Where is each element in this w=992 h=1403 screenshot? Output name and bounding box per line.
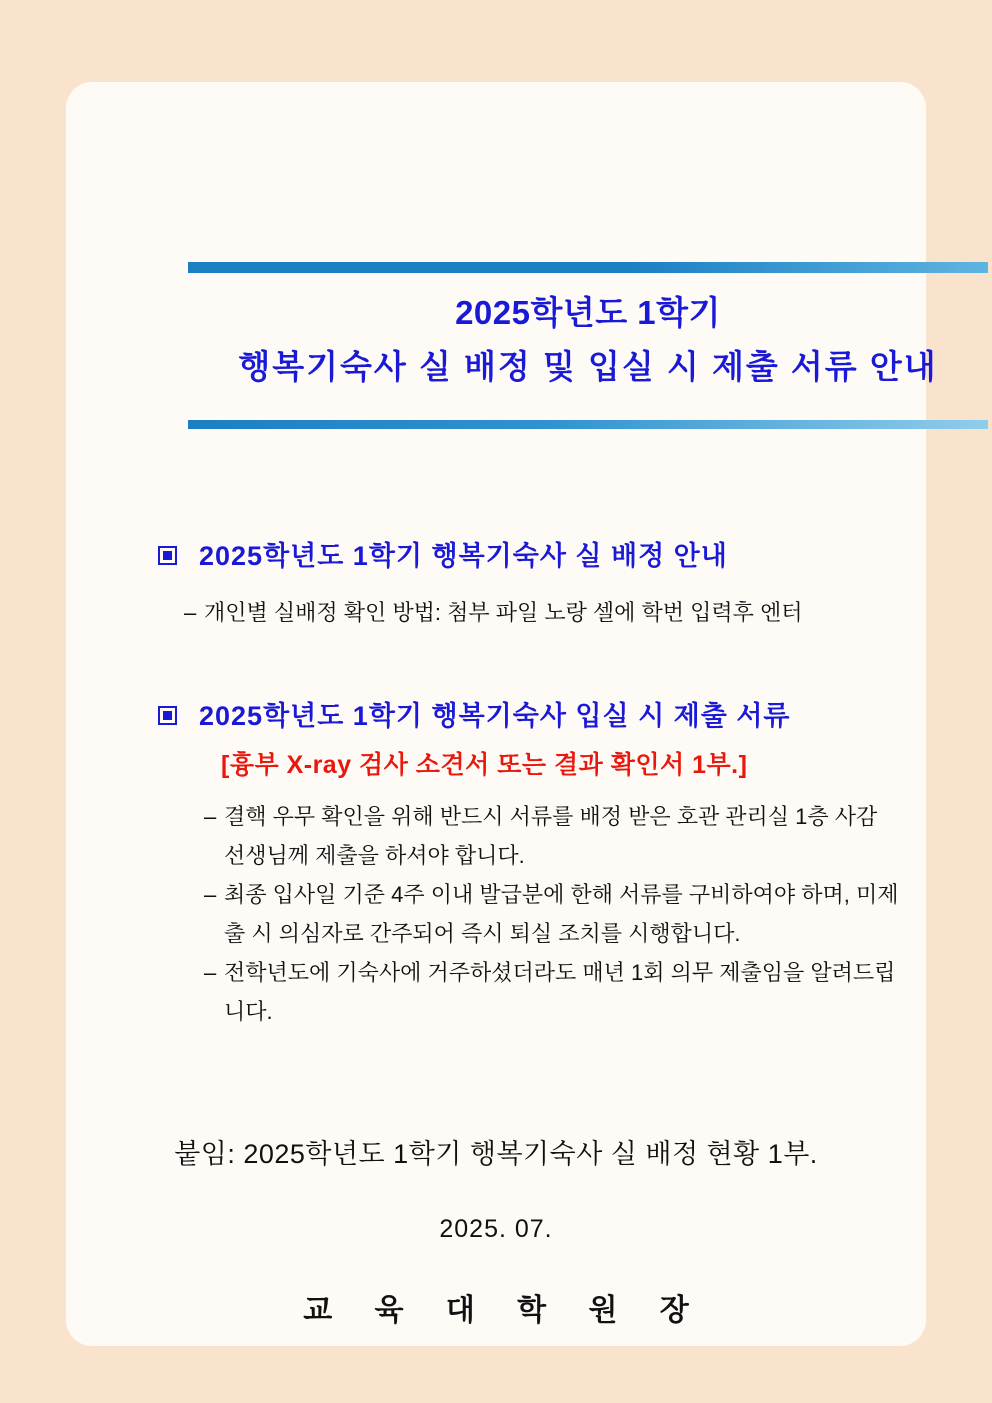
section-room-assignment [66,537,926,632]
page-title [188,290,988,394]
list-item-text: 개인별 실배정 확인 방법: 첨부 파일 노랑 셀에 학번 입력후 엔터 [204,600,803,625]
list-item [184,593,884,632]
title-line-1: 2025학년도 1학기 [455,294,721,331]
section-heading-text: 2025학년도 1학기 행복기숙사 실 배정 안내 [199,541,728,571]
section-subheading: [흉부 X-ray 검사 소견서 또는 결과 확인서 1부.] [221,751,748,779]
list-item [204,953,904,1031]
list-item-text: 전학년도에 기숙사에 거주하셨더라도 매년 1회 의무 제출임을 알려드립니다. [224,960,896,1024]
square-bullet-icon [158,706,177,725]
dash-icon: – [204,960,217,985]
attachment-note: 붙임: 2025학년도 1학기 행복기숙사 실 배정 현황 1부. [174,1139,818,1169]
dash-icon: – [204,882,217,907]
section-required-documents [66,697,926,1031]
issue-date: 2025. 07. [439,1215,553,1243]
title-rule-bottom [188,420,988,429]
list-item-text: 최종 입사일 기준 4주 이내 발급분에 한해 서류를 구비하여야 하며, 미제출 시 의심자로 간주되어 즉시 퇴실 조치를 시행합니다. [224,882,899,946]
dash-icon: – [204,804,217,829]
title-line-2: 행복기숙사 실 배정 및 입실 시 제출 서류 안내 [238,348,938,385]
section-item-list [66,797,926,1031]
list-item [204,797,904,875]
list-item [204,875,904,953]
square-bullet-icon [158,546,177,565]
section-item-list [66,593,926,632]
section-heading [66,537,926,575]
section-heading-text: 2025학년도 1학기 행복기숙사 입실 시 제출 서류 [199,701,791,731]
notice-page [66,82,938,1346]
notice-content [66,82,938,1346]
title-rule-top [188,262,988,273]
signer-title: 교 육 대 학 원 장 [303,1294,706,1327]
section-heading [66,697,926,735]
list-item-text: 결핵 우무 확인을 위해 반드시 서류를 배정 받은 호관 관리실 1층 사감 선생님께 제출을 하셔야 합니다. [224,804,878,868]
dash-icon: – [184,600,197,625]
